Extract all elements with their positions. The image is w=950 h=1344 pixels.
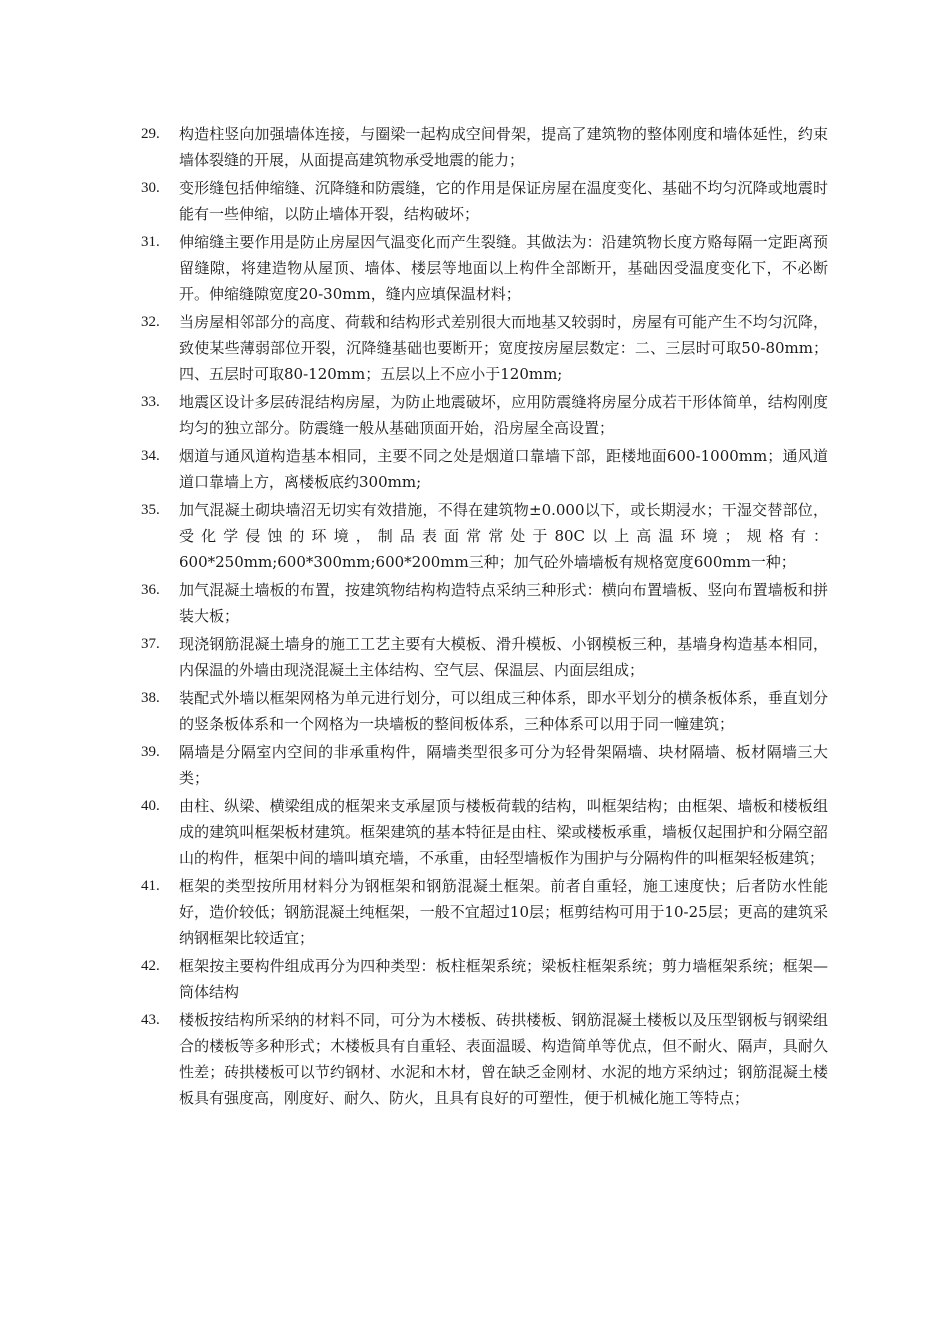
item-number: 41. (141, 878, 160, 894)
item-number: 39. (141, 744, 160, 760)
item-number: 37. (141, 636, 160, 652)
item-text: 变形缝包括伸缩缝、沉降缝和防震缝，它的作用是保证房屋在温度变化、基础不均匀沉降或地震时能有一些伸缩，以防止墙体开裂，结构破坏； (179, 179, 828, 223)
item-text: 装配式外墙以框架网格为单元进行划分，可以组成三种体系，即水平划分的横条板体系，垂直划分的竖条板体系和一个网格为一块墙板的整间板体系，三种体系可以用于同一幢建筑； (179, 689, 828, 733)
list-item (138, 577, 828, 629)
item-number: 36. (141, 582, 160, 598)
list-item (138, 873, 828, 951)
item-text: 框架的类型按所用材料分为钢框架和钢筋混凝土框架。前者自重轻，施工速度快；后者防水性能好，造价较低；钢筋混凝土纯框架，一般不宜超过10层；框剪结构可用于10-25层；更高的建筑采纳钢框架比较适宜； (179, 877, 828, 947)
list-item (138, 739, 828, 791)
item-text: 由柱、纵梁、横梁组成的框架来支承屋顶与楼板荷载的结构，叫框架结构；由框架、墙板和楼板组成的建筑叫框架板材建筑。框架建筑的基本特征是由柱、梁或楼板承重，墙板仅起围护和分隔空韶山的构件，框架中间的墙叫填充墙，不承重，由轻型墙板作为围护与分隔构件的叫框架轻板建筑； (179, 797, 828, 867)
list-item (138, 389, 828, 441)
list-item (138, 229, 828, 307)
item-number: 33. (141, 394, 160, 410)
item-text: 楼板按结构所采纳的材料不同，可分为木楼板、砖拱楼板、钢筋混凝土楼板以及压型钢板与钢梁组合的楼板等多种形式；木楼板具有自重轻、表面温暖、构造简单等优点，但不耐火、隔声，具耐久性差；砖拱楼板可以节约钢材、水泥和木材，曾在缺乏金刚材、水泥的地方采纳过；钢筋混凝土楼板具有强度高，刚度好、耐久、防火，且具有良好的可塑性，便于机械化施工等特点； (179, 1011, 828, 1107)
list-item (138, 443, 828, 495)
item-number: 40. (141, 798, 160, 814)
item-number: 30. (141, 180, 160, 196)
item-number: 32. (141, 314, 160, 330)
item-number: 31. (141, 234, 160, 250)
list-item (138, 497, 828, 575)
item-text: 隔墙是分隔室内空间的非承重构件，隔墙类型很多可分为轻骨架隔墙、块材隔墙、板材隔墙三大类； (179, 743, 828, 787)
list-item (138, 685, 828, 737)
item-text: 构造柱竖向加强墙体连接，与圈梁一起构成空间骨架，提高了建筑物的整体刚度和墙体延性，约束墙体裂缝的开展，从面提高建筑物承受地震的能力； (179, 125, 828, 169)
list-item (138, 309, 828, 387)
item-text: 伸缩缝主要作用是防止房屋因气温变化而产生裂缝。其做法为：沿建筑物长度方赂每隔一定距离预留缝隙，将建造物从屋顶、墙体、楼层等地面以上构件全部断开，基础因受温度变化下，不必断开。伸缩缝隙宽度20-30mm，缝内应填保温材料； (179, 233, 828, 303)
numbered-list (138, 121, 828, 1113)
item-text: 加气混凝土墙板的布置，按建筑物结构构造特点采纳三种形式：横向布置墙板、竖向布置墙板和拼装大板； (179, 581, 828, 625)
list-item (138, 175, 828, 227)
item-text: 地震区设计多层砖混结构房屋，为防止地震破坏，应用防震缝将房屋分成若干形体简单，结构刚度均匀的独立部分。防震缝一般从基础顶面开始，沿房屋全高设置； (179, 393, 828, 437)
item-number: 29. (141, 126, 160, 142)
item-text: 烟道与通风道构造基本相同，主要不同之处是烟道口靠墙下部，距楼地面600-1000mm；通风道道口靠墙上方，离楼板底约300mm; (179, 447, 828, 491)
item-text: 框架按主要构件组成再分为四种类型：板柱框架系统；梁板柱框架系统；剪力墙框架系统；框架—筒体结构 (179, 957, 828, 1001)
list-item (138, 1007, 828, 1111)
list-item (138, 121, 828, 173)
item-number: 35. (141, 502, 160, 518)
list-item (138, 793, 828, 871)
list-item (138, 631, 828, 683)
item-number: 38. (141, 690, 160, 706)
item-text: 加气混凝土砌块墙沼无切实有效措施，不得在建筑物±0.000以下，或长期浸水；干湿交替部位，受化学侵蚀的环境，制品表面常常处于80C以上高温环境；规格有：600*250mm;600*300mm;600*200mm三种；加气砼外墙墙板有规格宽度600mm一种； (179, 501, 828, 571)
list-item (138, 953, 828, 1005)
item-number: 42. (141, 958, 160, 974)
item-text: 现浇钢筋混凝土墙身的施工工艺主要有大模板、滑升模板、小钢模板三种，基墙身构造基本相同，内保温的外墙由现浇混凝土主体结构、空气层、保温层、内面层组成； (179, 635, 828, 679)
item-number: 43. (141, 1012, 160, 1028)
item-number: 34. (141, 448, 160, 464)
item-text: 当房屋相邻部分的高度、荷载和结构形式差别很大而地基又较弱时，房屋有可能产生不均匀沉降，致使某些薄弱部位开裂，沉降缝基础也要断开；宽度按房屋层数定：二、三层时可取50-80mm；四、五层时可取80-120mm；五层以上不应小于120mm; (179, 313, 828, 383)
